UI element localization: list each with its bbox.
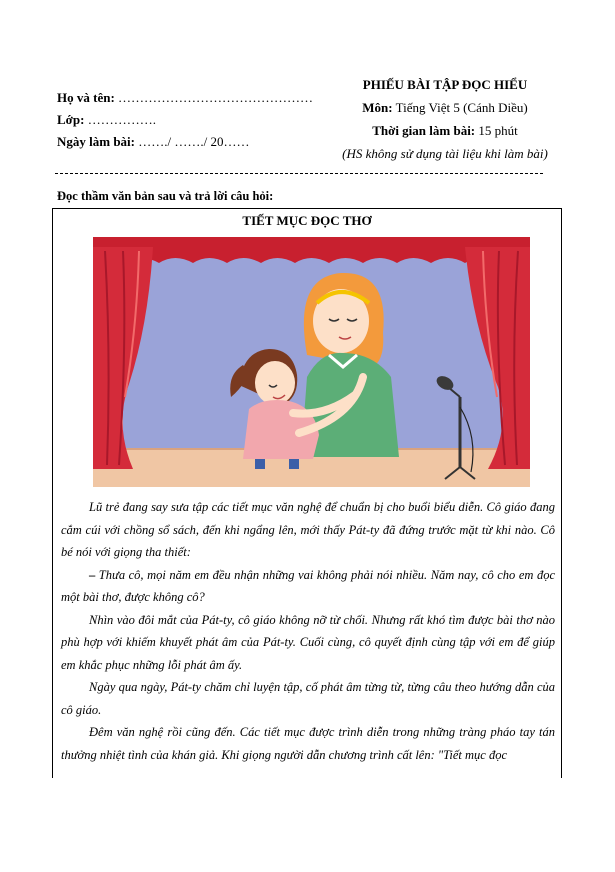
time-value: 15 phút	[478, 123, 518, 138]
note-line: (HS không sử dụng tài liệu khi làm bài)	[342, 146, 548, 161]
story-body	[61, 496, 555, 766]
instruction: Đọc thầm văn bản sau và trả lời câu hỏi:	[57, 189, 274, 203]
story-dialog	[61, 564, 555, 609]
subject-value: Tiếng Việt 5 (Cánh Diều)	[395, 100, 528, 115]
subject-label: Môn:	[362, 100, 393, 115]
date-label: Ngày làm bài:	[57, 134, 135, 149]
dashed-divider	[55, 173, 543, 174]
class-label: Lớp:	[57, 112, 85, 127]
reading-box	[52, 208, 562, 778]
date-value: ……./ ……./ 20……	[138, 134, 250, 149]
time-line	[330, 123, 560, 139]
story-paragraph: Nhìn vào đôi mắt của Pát-ty, cô giáo không nỡ từ chối. Nhưng rất khó tìm được bài thơ nào phù hợp với khiếm khuyết phát âm của Pát-ty. Cuối cùng, cô quyết định cùng tập với em để giúp em khắc phục những lỗi phát âm ấy.	[61, 612, 555, 672]
story-paragraph: Lũ trẻ đang say sưa tập các tiết mục văn nghệ để chuẩn bị cho buổi biểu diễn. Cô giáo đang cắm cúi với chồng sổ sách, đến khi ngẩng lên, mới thấy Pát-ty đã đứng trước mặt từ khi nào. Cô bé nói với giọng tha thiết:	[61, 500, 555, 559]
class-field	[57, 112, 156, 128]
sheet-title: PHIẾU BÀI TẬP ĐỌC HIỂU	[362, 77, 528, 92]
name-dots: ………………………………………	[118, 90, 314, 105]
class-dots: …………….	[87, 112, 156, 127]
stage-illustration	[93, 237, 530, 487]
name-label: Họ và tên:	[57, 90, 115, 105]
time-label: Thời gian làm bài:	[372, 123, 476, 138]
story-paragraph: Đêm văn nghệ rồi cũng đến. Các tiết mục được trình diễn trong những tràng pháo tay tán thưởng nhiệt tình của khán giả. Khi giọng người dẫn chương trình cất lên: "Tiết mục đọc	[61, 725, 555, 762]
subject-line	[330, 100, 560, 116]
dialog-text: Thưa cô, mọi năm em đều nhận những vai không phải nói nhiều. Năm nay, cô cho em đọc một bài thơ, được không cô?	[61, 567, 555, 604]
dialog-dash: –	[89, 567, 96, 582]
date-field	[57, 134, 249, 150]
story-title: TIẾT MỤC ĐỌC THƠ	[242, 213, 372, 228]
story-paragraph: Ngày qua ngày, Pát-ty chăm chỉ luyện tập, cố phát âm từng từ, từng câu theo hướng dẫn của cô giáo.	[61, 680, 555, 717]
name-field	[57, 90, 313, 106]
